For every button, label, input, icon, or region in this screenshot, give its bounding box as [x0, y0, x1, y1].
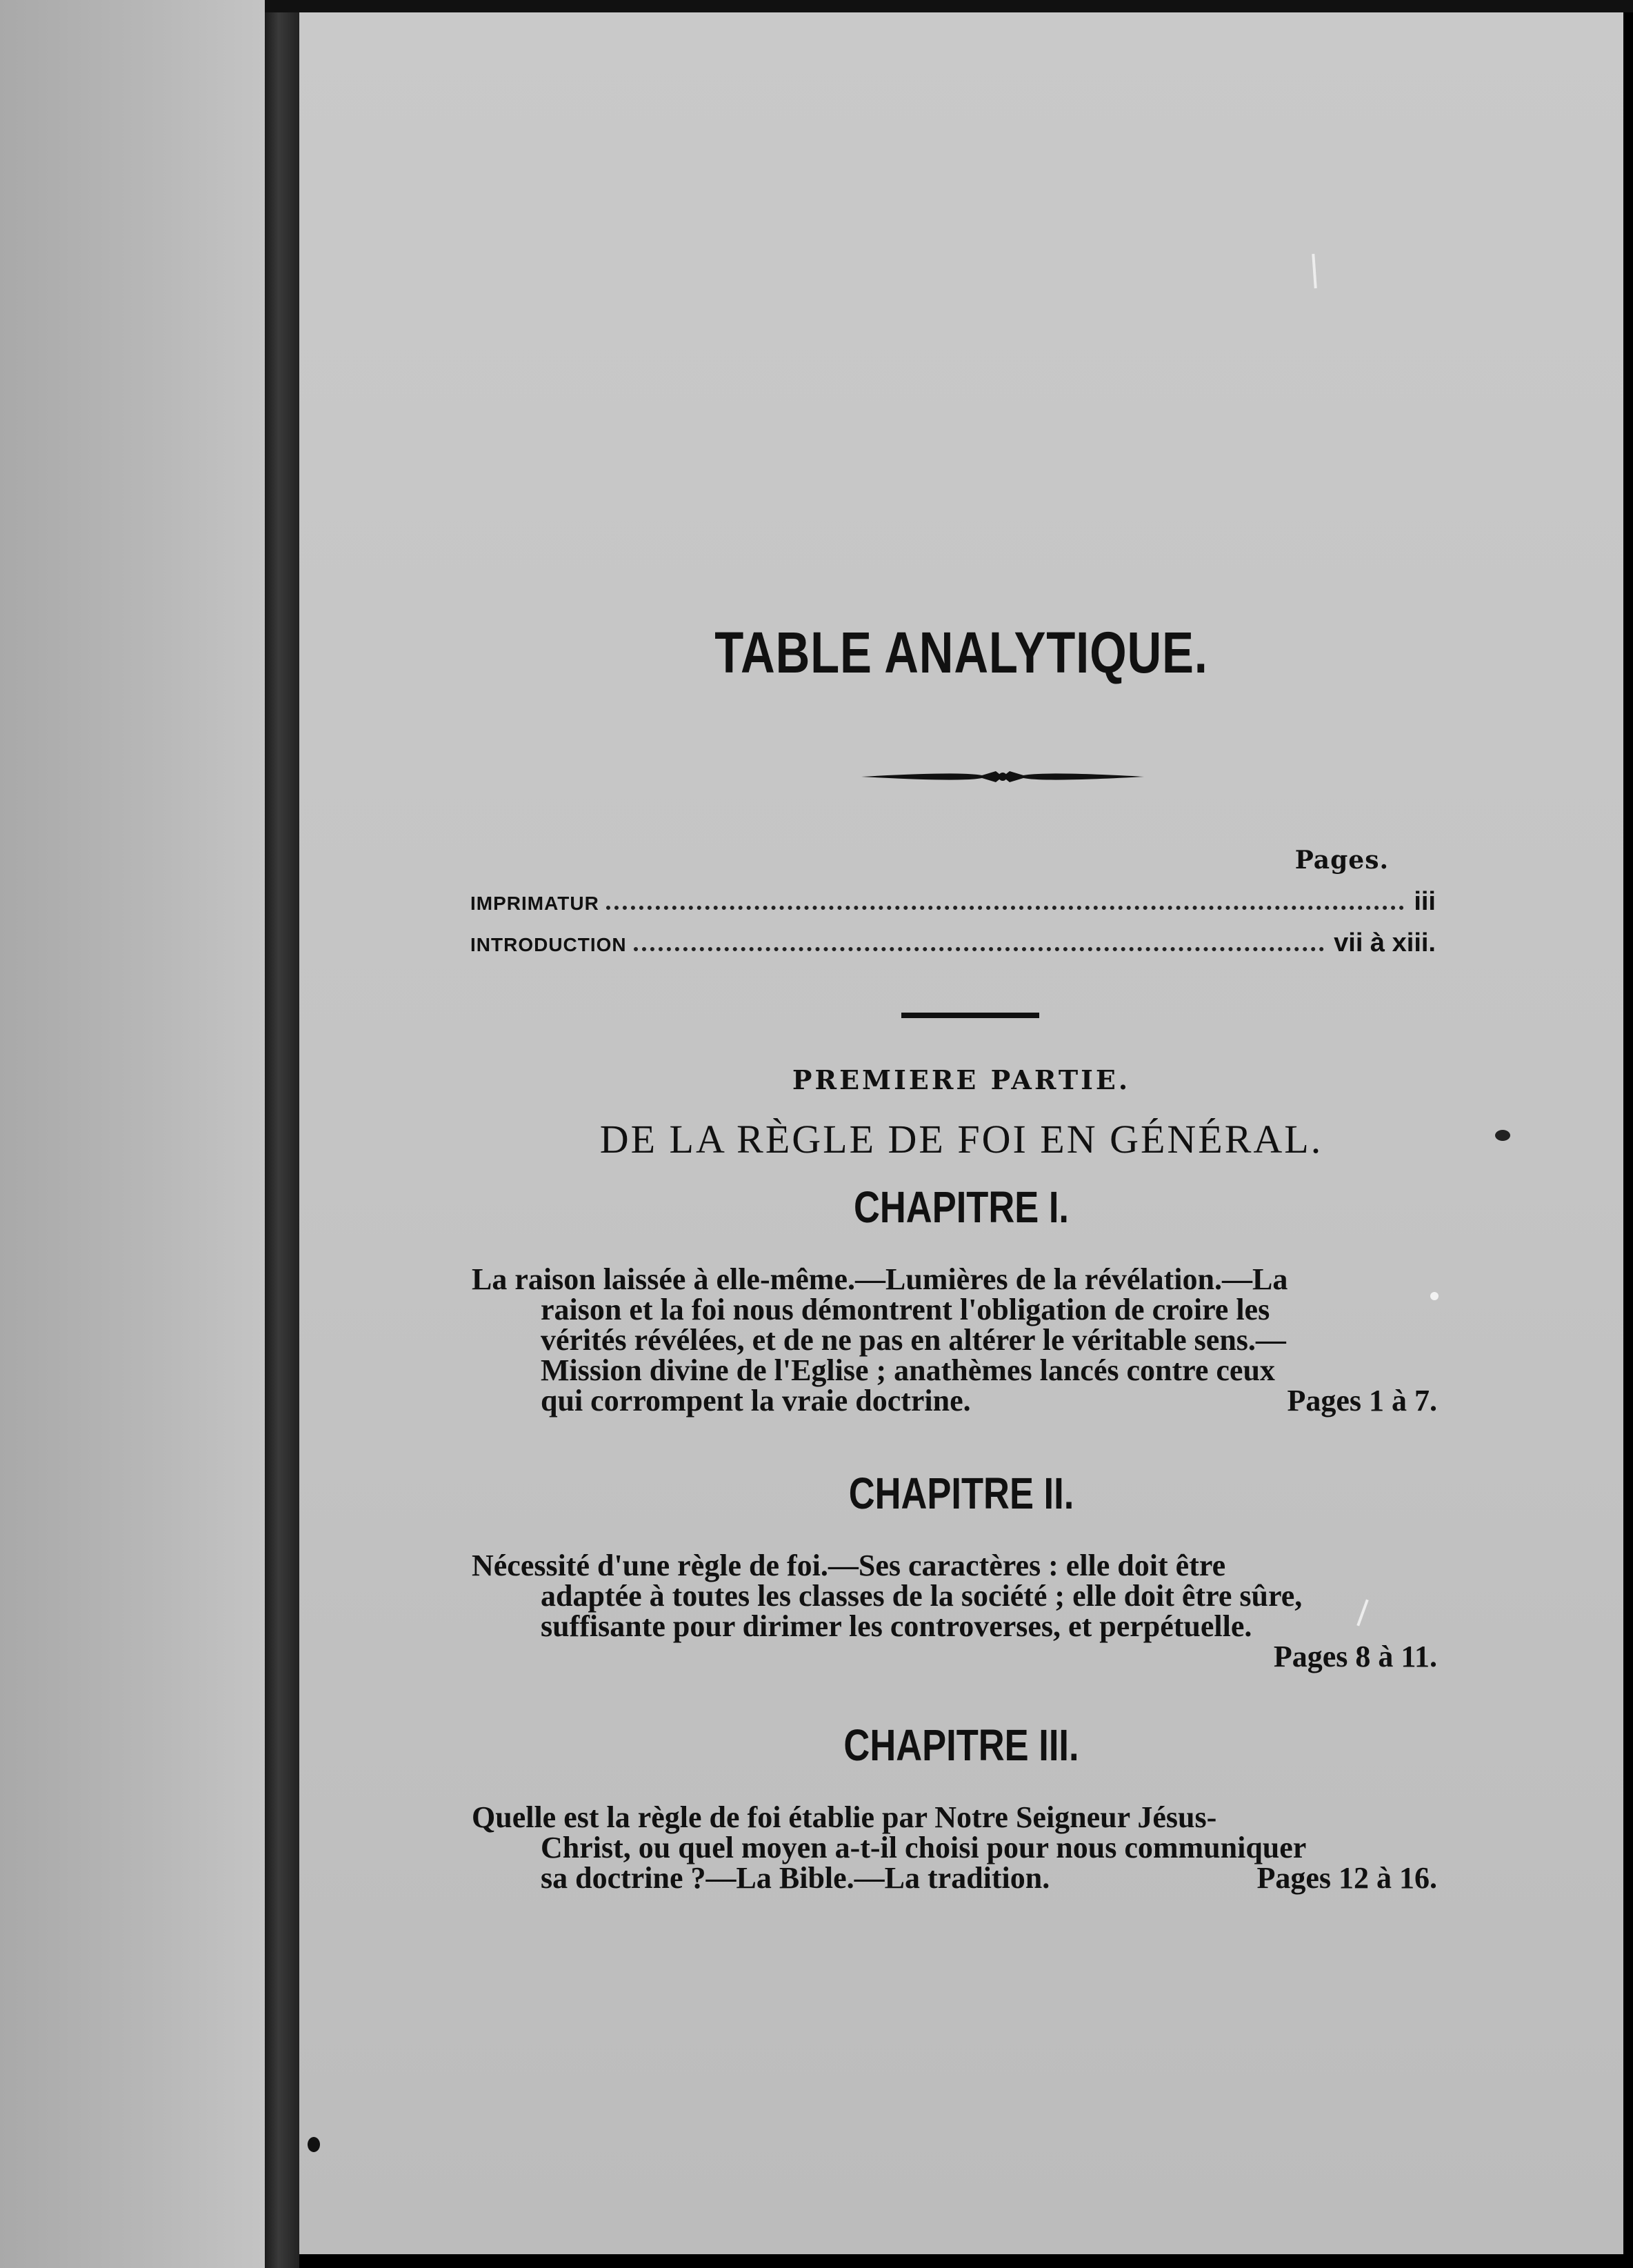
summary-line: Nécessité d'une règle de foi.—Ses caractères : elle doit être: [472, 1549, 1226, 1582]
leader-dots: [634, 947, 1324, 951]
scan-speck: [308, 2137, 320, 2152]
part-title: DE LA RÈGLE DE FOI EN GÉNÉRAL.: [599, 1117, 1323, 1162]
toc-pages: iii: [1414, 887, 1436, 916]
chapter-summary: [472, 1802, 1437, 1893]
page-title: TABLE ANALYTIQUE.: [714, 620, 1208, 685]
summary-line: Christ, ou quel moyen a-t-il choisi pour nous communiquer: [541, 1831, 1307, 1864]
chapter-heading: CHAPITRE III.: [843, 1720, 1079, 1770]
chapter-pages: Pages 1 à 7.: [1287, 1384, 1437, 1418]
part-label: PREMIERE PARTIE.: [792, 1064, 1131, 1095]
summary-line: raison et la foi nous démontrent l'obligation de croire les: [541, 1293, 1270, 1326]
toc-label: IMPRIMATUR: [470, 893, 599, 914]
scan-scratch: [1312, 254, 1316, 288]
toc-label: INTRODUCTION: [470, 934, 627, 955]
leader-dots: [606, 906, 1405, 910]
page-top-edge: [265, 0, 1633, 12]
pages-column-header: Pages.: [1294, 846, 1389, 875]
chapter-heading: CHAPITRE II.: [848, 1469, 1074, 1518]
summary-line: adaptée à toutes les classes de la société ; elle doit être sûre,: [541, 1579, 1303, 1613]
section-rule: [901, 1013, 1039, 1018]
toc-pages: vii à xiii.: [1334, 928, 1436, 957]
summary-line: sa doctrine ?—La Bible.—La tradition.: [541, 1861, 1050, 1895]
chapter-pages: Pages 8 à 11.: [1273, 1640, 1437, 1673]
chapter-summary: [472, 1551, 1437, 1672]
summary-line-last: [472, 1863, 1437, 1893]
summary-line: Mission divine de l'Eglise ; anathèmes lancés contre ceux: [541, 1353, 1275, 1387]
chapter-pages: Pages 12 à 16.: [1256, 1861, 1437, 1895]
summary-line: qui corrompent la vraie doctrine.: [541, 1384, 971, 1418]
book-gutter: [265, 0, 299, 2268]
toc-row-imprimatur: [470, 887, 1436, 922]
ornament-divider: [858, 764, 1148, 789]
facing-page: [0, 0, 265, 2268]
scan-speck: [1430, 1292, 1439, 1300]
summary-line: vérités révélées, et de ne pas en altérer le véritable sens.—: [541, 1323, 1286, 1357]
scan-speck: [1495, 1130, 1510, 1141]
summary-line-last: [472, 1386, 1437, 1416]
summary-line: Quelle est la règle de foi établie par Notre Seigneur Jésus-: [472, 1800, 1217, 1834]
chapter-summary: [472, 1264, 1437, 1416]
summary-line: suffisante pour dirimer les controverses, et perpétuelle.: [541, 1609, 1252, 1643]
document-page: [299, 12, 1623, 2254]
chapter-heading: CHAPITRE I.: [854, 1182, 1069, 1232]
summary-line: La raison laissée à elle-même.—Lumières de la révélation.—La: [472, 1262, 1288, 1296]
toc-row-introduction: [470, 928, 1436, 963]
